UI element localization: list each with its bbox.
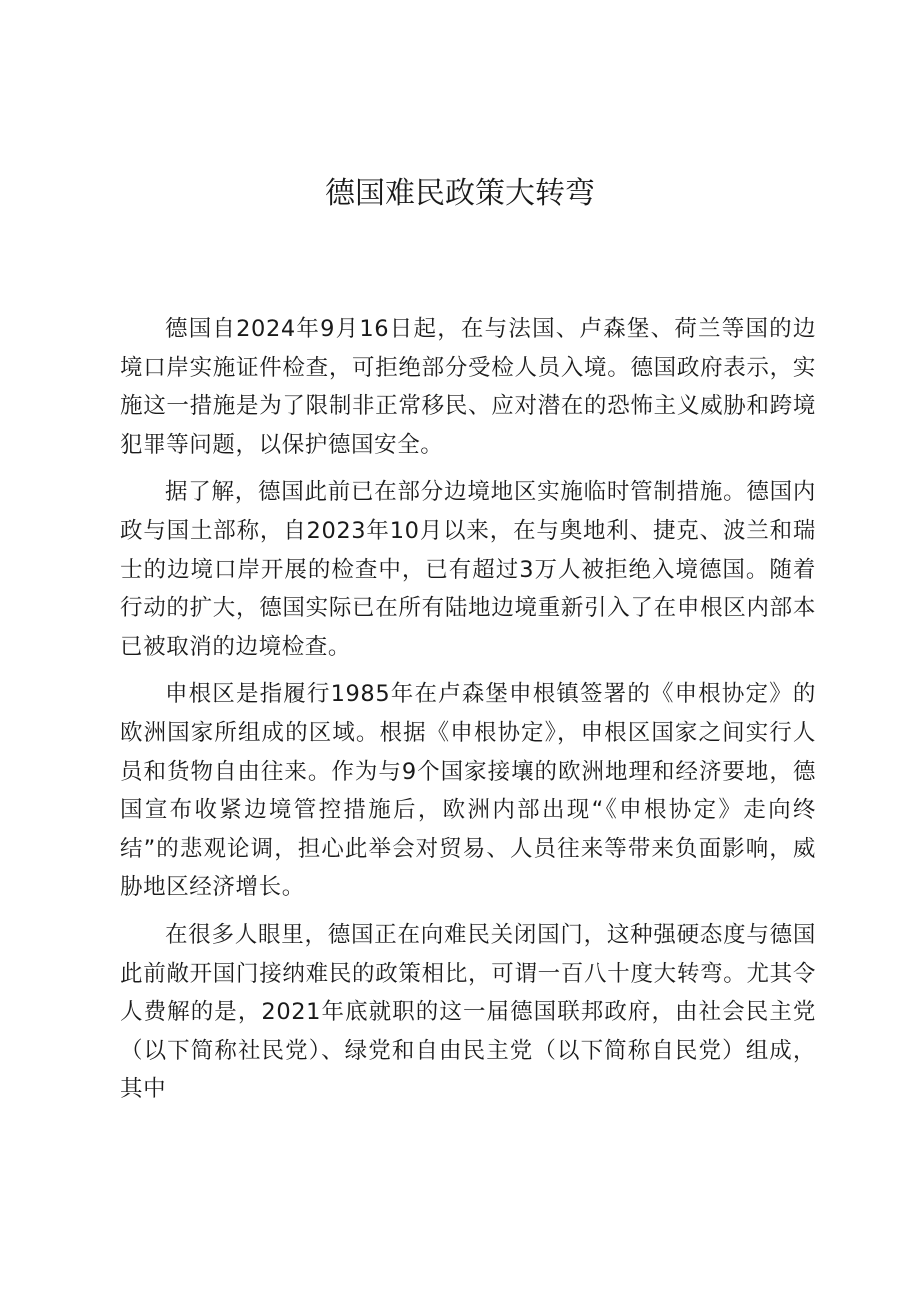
paragraph-2: 据了解，德国此前已在部分边境地区实施临时管制措施。德国内政与国土部称，自2023年10月以来，在与奥地利、捷克、波兰和瑞士的边境口岸开展的检查中，已有超过3万人被拒绝入境德国。随着行动的扩大，德国实际已在所有陆地边境重新引入了在申根区内部本已被取消的边境检查。 [120,479,816,660]
paragraph-3: 申根区是指履行1985年在卢森堡申根镇签署的《申根协定》的欧洲国家所组成的区域。根据《申根协定》，申根区国家之间实行人员和货物自由往来。作为与9个国家接壤的欧洲地理和经济要地，德国宣布收紧边境管控措施后，欧洲内部出现“《申根协定》走向终结”的悲观论调，担心此举会对贸易、人员往来等带来负面影响，威胁地区经济增长。 [120,681,816,901]
paragraph-1: 德国自2024年9月16日起，在与法国、卢森堡、荷兰等国的边境口岸实施证件检查，可拒绝部分受检人员入境。德国政府表示，实施这一措施是为了限制非正常移民、应对潜在的恐怖主义威胁和跨境犯罪等问题，以保护德国安全。 [120,316,816,458]
document-title: 德国难民政策大转弯 [325,176,595,211]
document-body [120,310,816,1118]
paragraph-4: 在很多人眼里，德国正在向难民关闭国门，这种强硬态度与德国此前敞开国门接纳难民的政策相比，可谓一百八十度大转弯。尤其令人费解的是，2021年底就职的这一届德国联邦政府，由社会民主党（以下简称社民党）、绿党和自由民主党（以下简称自民党）组成，其中 [120,921,816,1103]
